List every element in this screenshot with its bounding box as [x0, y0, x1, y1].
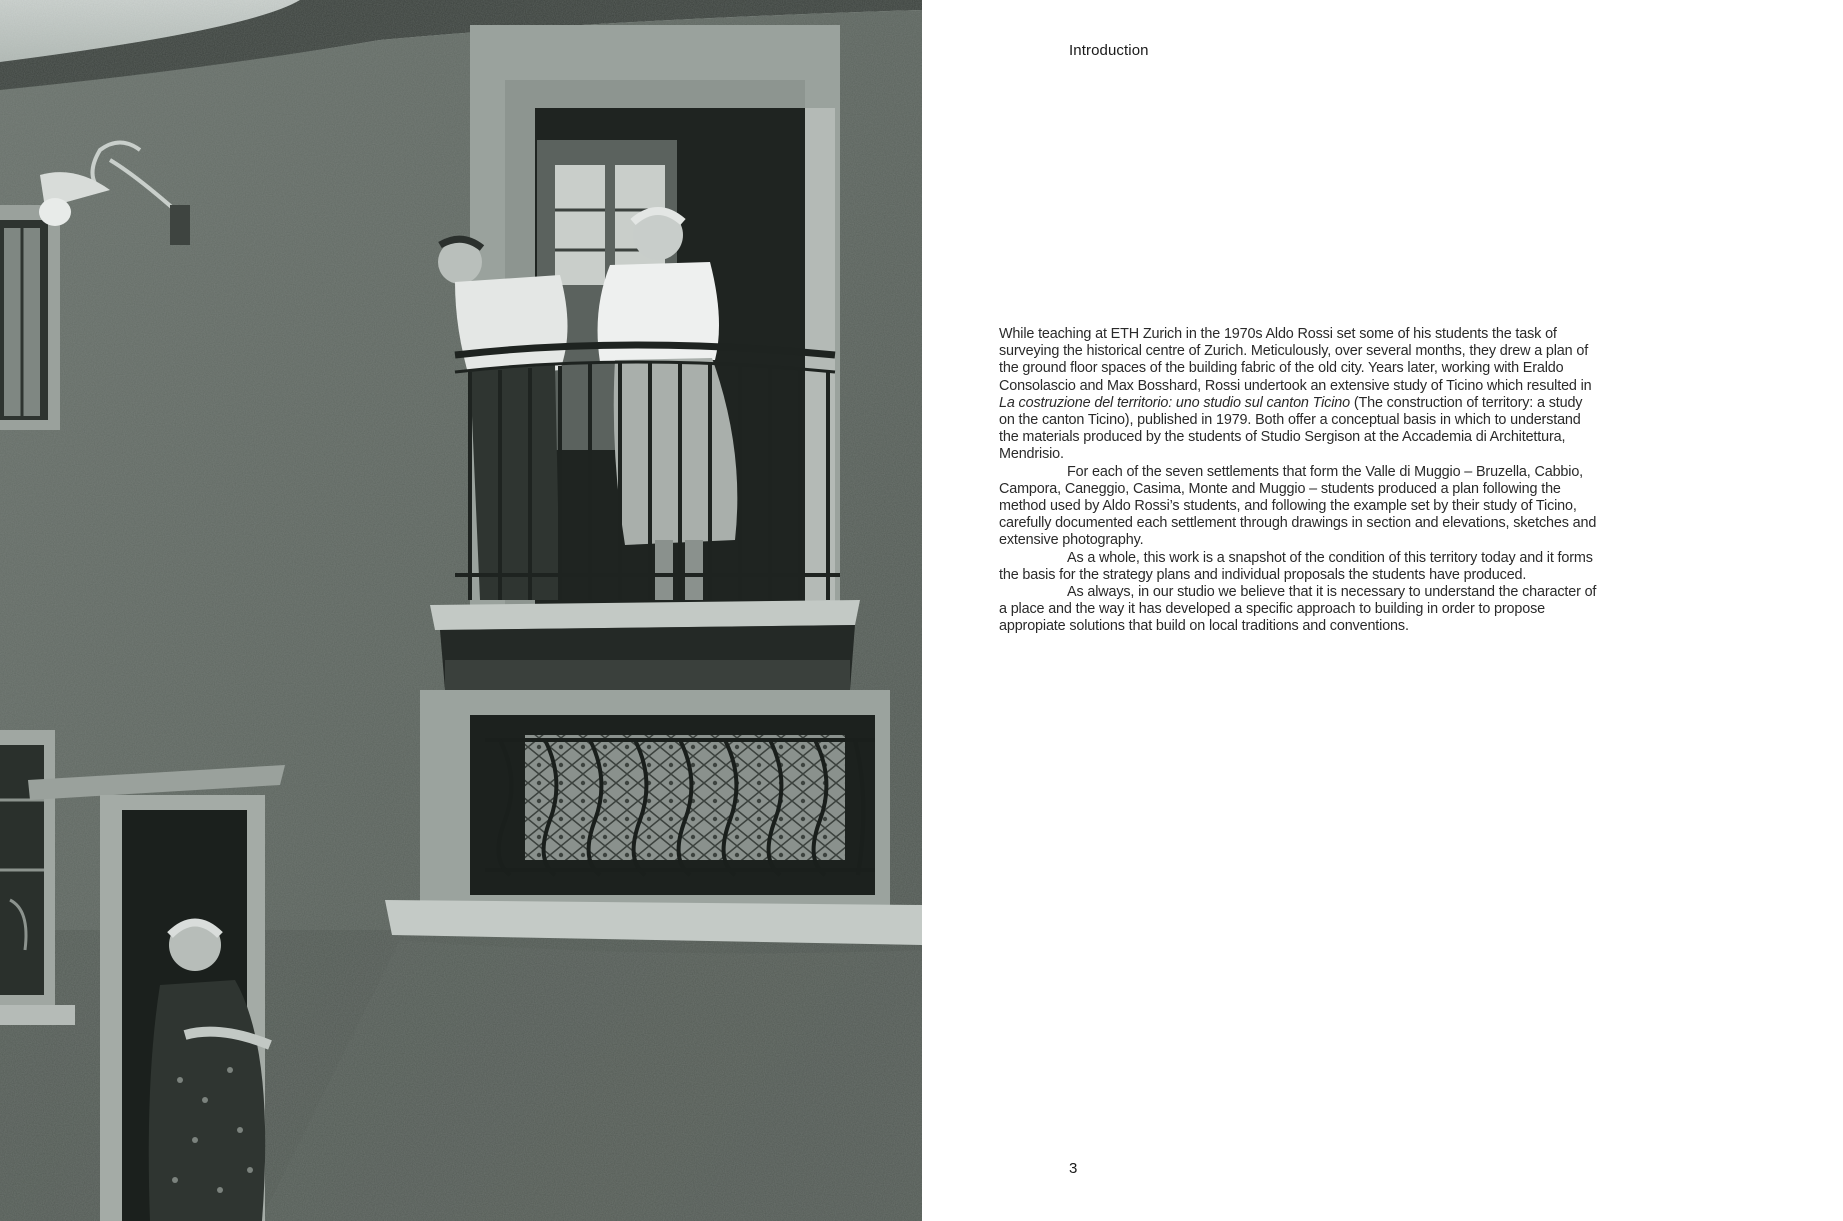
paragraph-2: For each of the seven settlements that form the Valle di Muggio – Bruzella, Cabbio, Campora, Caneggio, Casima, Monte and Muggio – students produced a plan following the method used by Aldo Rossi’s students, and following the example set by their study of Ticino, carefully documented each settlement through drawings in section and elevations, sketches and extensive photography.: [999, 463, 1597, 549]
page-number: 3: [1069, 1160, 1078, 1177]
paragraph-1: [999, 326, 1599, 464]
paragraph-4: As always, in our studio we believe that it is necessary to understand the character of a place and the way it has developed a specific approach to building in order to propose appropiate solutions that build on local traditions and conventions.: [999, 584, 1597, 635]
text-page: [922, 0, 1843, 1221]
book-title: La costruzione del territorio: uno studio sul canton Ticino: [999, 394, 1350, 411]
paragraph-3: As a whole, this work is a snapshot of the condition of this territory today and it forms the basis for the strategy plans and individual proposals the students have produced.: [999, 549, 1593, 583]
paragraph-1-part-a: While teaching at ETH Zurich in the 1970s Aldo Rossi set some of his students the task of surveying the historical centre of Zurich. Meticulously, over several months, they drew a plan of the ground floor spaces of the building fabric of the old city. Years later, working with Eraldo Consolascio and Max Bosshard, Rossi undertook an extensive study of Ticino which resulted in: [999, 326, 1592, 394]
paragraph-1-part-b: (The construction of territory: a study on the canton Ticino), published in 1979. Both offer a conceptual basis in which to understand the materials produced by the students of Studio Sergison at the Accademia di Architettura, Mendrisio.: [999, 394, 1583, 463]
body-text: [999, 326, 1599, 636]
running-head: Introduction: [1069, 42, 1149, 59]
